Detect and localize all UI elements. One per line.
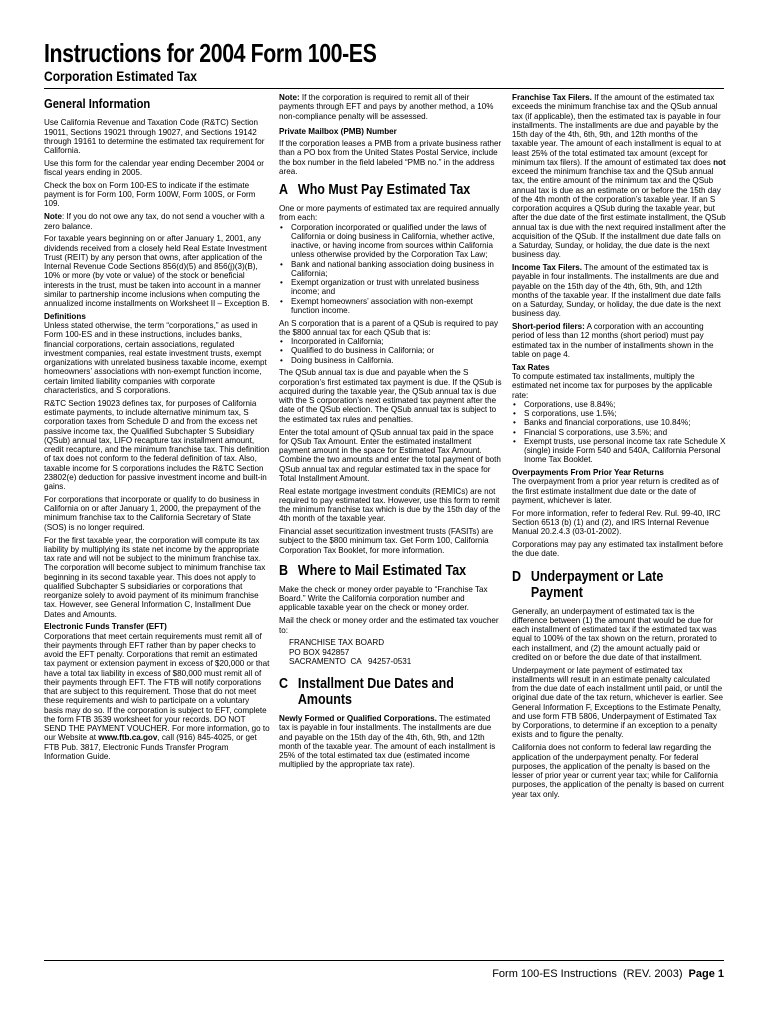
- note-text: If the corporation is required to remit all of their payments through EFT and pays by another method, a 10% non-compliance penalty will be assessed.: [279, 93, 494, 121]
- section-letter: B: [279, 562, 289, 579]
- list-item: • Corporations, use 8.84%;: [524, 400, 726, 409]
- section-letter: C: [279, 676, 289, 693]
- column-general-information: [44, 93, 270, 765]
- eft-block: [44, 622, 270, 761]
- inline-label: Income Tax Filers.: [512, 263, 583, 273]
- note-label: Note: [44, 212, 62, 222]
- paragraph: Use this form for the calendar year ending December 2004 or fiscal years ending in 2005.: [44, 158, 264, 178]
- note-paragraph: [44, 212, 270, 231]
- list-item: • Qualified to do business in California; or: [291, 346, 503, 355]
- definitions-heading: Definitions: [44, 311, 86, 321]
- who-must-pay-list: [279, 223, 503, 316]
- eft-heading: Electronic Funds Transfer (EFT): [44, 622, 167, 632]
- paragraph: For corporations that incorporate or qualify to do business in California on or after January 1, 2000, the prepayment of the minimum franchise tax to the California Secretary of State (SOS) is no longer required.: [44, 494, 261, 532]
- list-item: • S corporations, use 1.5%;: [524, 409, 726, 418]
- newly-formed-paragraph: [279, 714, 503, 770]
- inline-emphasis: not: [713, 157, 726, 167]
- overpayments-block: [512, 468, 726, 505]
- pmb-heading: Private Mailbox (PMB) Number: [279, 126, 397, 136]
- list-item: • Incorporated in California;: [291, 337, 503, 346]
- paragraph: For more information, refer to federal Rev. Rul. 99-40, IRC Section 6513 (b) (1) and (2), and IRS Internal Revenue Manual 20.2.4.3 (03-01-2002).: [512, 508, 721, 537]
- note-text: : If you do not owe any tax, do not send a voucher with a zero balance.: [44, 212, 265, 231]
- overpayments-text: The overpayment from a prior year return is credited as of the first estimate installment due date or the date of payment, whichever is later.: [512, 477, 719, 505]
- column-sections-a-b-c: [279, 93, 503, 773]
- paragraph: Use California Revenue and Taxation Code (R&TC) Section 19011, Sections 19021 through 19027, and Sections 19142 through 19161 to determine the estimated tax requirement for California.: [44, 118, 265, 155]
- document-title: Instructions for 2004 Form 100-ES: [44, 38, 377, 68]
- paragraph: One or more payments of estimated tax are required annually from each:: [279, 204, 500, 223]
- page-footer: [492, 968, 724, 980]
- inline-text: exceed the minimum franchise tax and the QSub annual tax, the entire amount of the minimum tax and the QSub annual tax is due as an estimate on or before the 15th day of the 4th month of the corporation’s taxable year. If an S corporation acquires a QSub during the taxable year, but after the due date of the first estimate installment, the QSub annual tax is due with the next required installment after the acquisition of the QSub. If the installment due date falls on a Saturday, Sunday, or holiday, the due date is the next business day.: [512, 167, 726, 260]
- section-title-cont: Payment: [530, 584, 583, 601]
- section-title: Installment Due Dates and: [297, 676, 454, 693]
- pmb-text: If the corporation leases a PMB from a private business rather than a PO box from the United States Postal Service, include the box number in the field labeled “PMB no.” in the address area.: [279, 139, 502, 176]
- footer-rule: [44, 960, 724, 961]
- definitions-block: [44, 312, 270, 395]
- paragraph: Underpayment or late payment of estimated tax installments will result in an estimate penalty calculated from the due date of each installment until paid, or until the original due date of the tax return, whichever is earlier. See General Information F, Exceptions to the Estimate Penalty, and use form FTB 5806, Underpayment of Estimated Tax by Corporations, to determine if an exception to a penalty exists and to figure the penalty.: [512, 665, 724, 740]
- inline-label: Newly Formed or Qualified Corporations.: [279, 714, 437, 724]
- document-subtitle: Corporation Estimated Tax: [44, 68, 197, 84]
- paragraph: An S corporation that is a parent of a QSub is required to pay the $800 annual tax for each QSub that is:: [279, 318, 499, 337]
- inline-text: The estimated tax is payable in four installments. The installments are due and payable on the 15th day of the 4th, 6th, 9th, and 12th month of the taxable year. The amount of each installment is 25% of the total estimated tax due (estimated income multiplied by the appropriate tax rate).: [279, 714, 496, 770]
- paragraph: Check the box on Form 100-ES to indicate if the estimate payment is for Form 100, Form 100W, Form 100S, or Form 109.: [44, 180, 256, 209]
- paragraph: Enter the total amount of QSub annual tax paid in the space for QSub Tax Amount. Enter the estimated installment payment amount in the space for Estimated Tax Amount. Combine the two amounts and enter the total payment of both QSub annual tax and regular estimated tax in the space for Total Installment Amount.: [279, 427, 501, 483]
- list-item: • Banks and financial corporations, use 10.84%;: [524, 418, 726, 427]
- footer-form-label: Form 100-ES Instructions (REV. 2003): [492, 968, 683, 980]
- paragraph: Corporations may pay any estimated tax installment before the due date.: [512, 540, 723, 559]
- paragraph: For taxable years beginning on or after January 1, 2001, any dividends received from a closely held Real Estate Investment Trust (REIT) by any person that owns, after application of the Internal Revenue Code Sections 856(d)(5) and 856(j)(3)(B), 10% or more (by vote or value) of the stock or beneficial interests in the trust, must be taken into account in a manner similar to partnership income inclusions when computing the annualized income installments on Worksheet II – Exception B.: [44, 234, 270, 309]
- tax-rates-heading: Tax Rates: [512, 362, 550, 372]
- list-item: • Doing business in California.: [291, 356, 503, 365]
- paragraph: For the first taxable year, the corporation will compute its tax liability by multiplying its state net income by the appropriate tax rate and will not be subject to the minimum franchise tax. The corporation will become subject to minimum franchise tax beginning in its second taxable year. This does not apply to qualified Subchapter S subsidiaries or corporations that reorganize solely to avoid payment of its minimum franchise tax. However, see General Information C, Installment Due Dates and Amounts.: [44, 535, 266, 619]
- section-b-heading: [279, 563, 472, 579]
- paragraph: Generally, an underpayment of estimated tax is the difference between (1) the amount that would be due for each installment of estimated tax if the estimated tax was equal to 100% of the tax shown on the return, prorated to each installment, and (2) the amount actually paid or credited on or before the due date of that installment.: [512, 606, 717, 662]
- address-line: FRANCHISE TAX BOARD: [289, 638, 385, 648]
- franchise-filers-paragraph: [512, 93, 726, 260]
- paragraph: California does not conform to federal law regarding the application of the underpayment penalty. For federal purposes, the application of the penalty is based on the lesser of prior year or current year tax; while for California purposes, the application of the penalty is based on current year tax only.: [512, 743, 724, 799]
- paragraph: Financial asset securitization investment trusts (FASITs) are subject to the $800 minimum tax. Get Form 100, California Corporation Tax Booklet, for more information.: [279, 527, 494, 555]
- general-information-heading: General Information: [44, 96, 151, 111]
- mailing-address: [279, 638, 503, 666]
- paragraph: R&TC Section 19023 defines tax, for purposes of California estimate payments, to include alternative minimum tax, S corporation taxes from Schedule D and from the excess net passive income tax, the Qualified Subchapter S Subsidiary (QSub) annual tax, LIFO recapture tax installment amount, credit recapture, and the minimum franchise tax. This definition of tax does not conform to the federal definition of tax. Also, taxable income for S corporations includes the R&TC Section 23802(e) deduction for passive investment income and built-in gains.: [44, 398, 270, 492]
- column-franchise-and-section-d: [512, 93, 726, 802]
- paragraph: Make the check or money order payable to “Franchise Tax Board.” Write the California corporation number and applicable taxable year on the check or money order.: [279, 584, 488, 613]
- paragraph: The QSub annual tax is due and payable when the S corporation’s first estimated tax payment is due. If the QSub is acquired during the taxable year, the QSub annual tax is due with the S corporation’s next estimated tax payment after the date of the QSub election. The QSub annual tax is subject to the estimated tax rules and penalties.: [279, 368, 502, 424]
- list-item: • Exempt trusts, use personal income tax rate Schedule X (single) inside Form 540 and 540A, California Personal Inome Tax Booklet.: [524, 437, 726, 465]
- section-title-cont: Amounts: [297, 692, 352, 709]
- paragraph: Mail the check or money order and the estimated tax voucher to:: [279, 616, 499, 635]
- address-line: PO BOX 942857: [289, 647, 350, 657]
- address-line: SACRAMENTO CA 94257-0531: [289, 656, 412, 666]
- income-filers-paragraph: [512, 263, 726, 319]
- list-item: • Exempt homeowners’ association with non-exempt function income.: [291, 297, 503, 316]
- list-item: • Financial S corporations, use 3.5%; and: [524, 428, 726, 437]
- section-a-heading: [279, 182, 472, 198]
- tax-rates-list: [512, 400, 726, 465]
- eft-tail: , call (916) 845-4025, or get FTB Pub. 3817, Electronic Funds Transfer Program Information Guide.: [44, 733, 257, 761]
- section-c-heading: [279, 676, 472, 708]
- list-item: • Exempt organization or trust with unrelated business income; and: [291, 278, 503, 297]
- pmb-block: [279, 127, 503, 176]
- paragraph: Real estate mortgage investment conduits (REMICs) are not required to pay estimated tax. However, use this form to remit the minimum franchise tax which is due by the 15th day of the 4th month of the taxable year.: [279, 486, 501, 524]
- section-title: Who Must Pay Estimated Tax: [297, 182, 471, 198]
- section-d-heading: [512, 569, 696, 601]
- overpayments-heading: Overpayments From Prior Year Returns: [512, 468, 664, 478]
- section-letter: A: [279, 182, 289, 198]
- short-period-paragraph: [512, 322, 726, 359]
- tax-rates-intro: To compute estimated tax installments, multiply the estimated net income tax for purposes by the applicable rate:: [512, 372, 713, 400]
- list-item: • Corporation incorporated or qualified under the laws of California or doing business in California, whether active, inactive, or having income from sources within California unless otherwise provided by the Corporation Tax Law;: [291, 223, 503, 260]
- eft-text: Corporations that meet certain requirements must remit all of their payments through EFT rather than by paper checks to avoid the EFT penalty. Corporations that remit an estimated tax payment or extension payment in excess of $20,000 or that have a total tax liability in excess of $80,000 must remit all of their payments through EFT. The FTB will notify corporations that are subject to this requirement. Those that do not meet these requirements and wish to participate on a voluntary basis may do so. If the corporation is subject to EFT, complete the form FTB 3539 worksheet for your records. DO NOT SEND THE PAYMENT VOUCHER. For more information, go to our Website at: [44, 631, 270, 743]
- eft-note-paragraph: [279, 93, 503, 121]
- list-item: • Bank and national banking association doing business in California;: [291, 260, 503, 279]
- page-number: Page 1: [688, 968, 724, 980]
- qsub-list: [279, 337, 503, 365]
- section-title: Where to Mail Estimated Tax: [297, 562, 467, 579]
- inline-label: Franchise Tax Filers.: [512, 93, 592, 102]
- section-title: Underpayment or Late: [530, 568, 664, 585]
- inline-text: If the amount of the estimated tax exceeds the minimum franchise tax and the QSub annual tax (if applicable), then the estimated tax is payable in four installments. The installments are due and payable by the 15th day of the 4th, 6th, 9th, and 12th months of the taxable year. The amount of each installment is equal to at least 25% of the total estimated tax amount (except for minimum tax filers). If the amount of estimated tax does: [512, 93, 722, 167]
- inline-label: Short-period filers:: [512, 322, 585, 332]
- tax-rates-block: [512, 363, 726, 400]
- definitions-text: Unless stated otherwise, the term “corporations,” as used in Form 100-ES and in these instructions, includes banks, financial corporations, certain associations, regulated investment companies, real estate investment trusts, exempt organizations with unrelated business taxable income, exempt homeowners’ associations with non-exempt function income, certain limited liability companies with corporate characteristics, and S corporations.: [44, 321, 267, 395]
- section-letter: D: [512, 568, 522, 585]
- inline-text: The amount of the estimated tax is payable in four installments. The installments are due and payable on the 15th day of the 4th, 6th, 9th, and 12th months of the taxable year. If the installment due date falls on a Saturday, Sunday, or holiday, the due date is the next business day.: [512, 263, 721, 319]
- note-label: Note:: [279, 93, 300, 102]
- ftb-website-link[interactable]: www.ftb.ca.gov: [98, 733, 158, 743]
- inline-text: A corporation with an accounting period of less than 12 months (short period) must pay estimated tax in the number of installments shown in the table on page 4.: [512, 322, 714, 359]
- header-rule: [44, 88, 724, 89]
